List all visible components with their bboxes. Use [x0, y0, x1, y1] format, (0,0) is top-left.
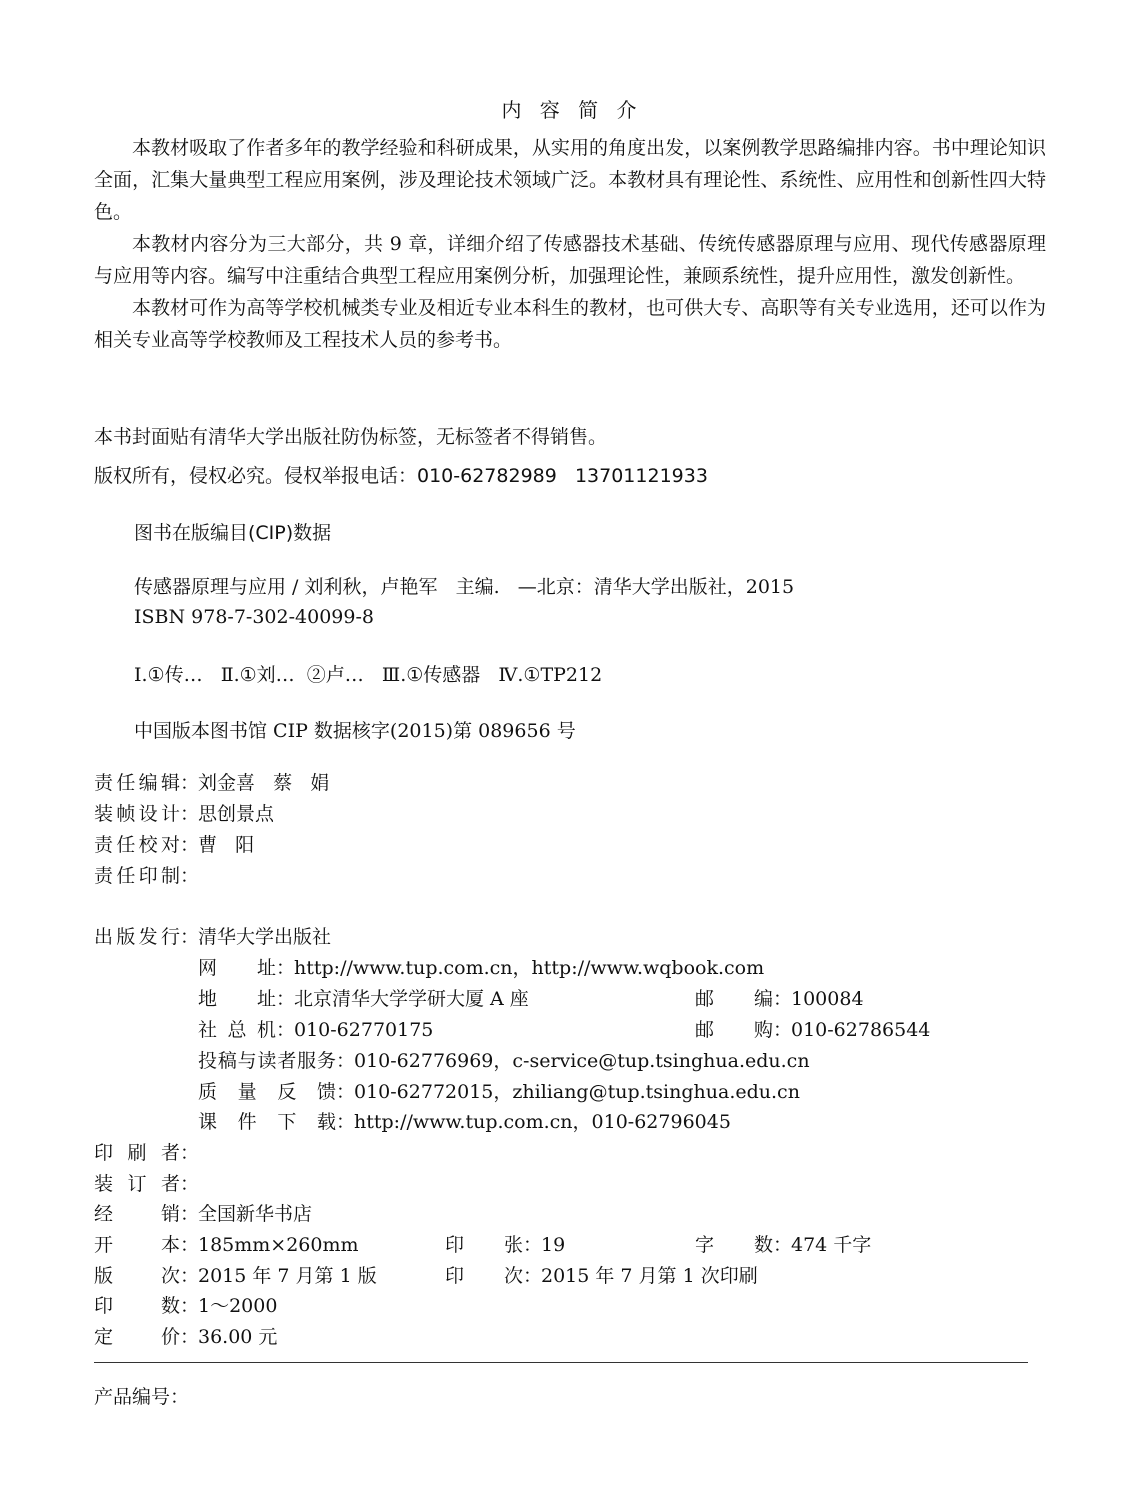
- cip-isbn: ISBN 978-7-302-40099-8: [134, 606, 374, 628]
- address-row: 地 址：北京清华大学学研大厦 A 座: [198, 988, 529, 1010]
- word-count-value: 474 千字: [791, 1234, 872, 1256]
- print-run-row: 印 数：1～2000: [94, 1295, 278, 1317]
- distributor-row: 经 销：全国新华书店: [94, 1203, 313, 1225]
- website-label: 网 址: [198, 957, 276, 979]
- publisher-row: 出版发行：清华大学出版社: [94, 926, 332, 948]
- switchboard-value: 010-62770175: [294, 1019, 434, 1041]
- print-run-label: 印 数: [94, 1295, 180, 1317]
- sheets-value: 19: [541, 1234, 566, 1256]
- design-label: 装帧设计: [94, 803, 180, 825]
- address-value: 北京清华大学学研大厦 A 座: [294, 988, 529, 1010]
- cip-classification: Ⅰ.①传… Ⅱ.①刘… ②卢… Ⅲ.①传感器 Ⅳ.①TP212: [134, 664, 603, 686]
- courseware-value: http://www.tup.com.cn，010-62796045: [354, 1111, 731, 1133]
- proof-row: 责任校对：曹 阳: [94, 834, 255, 856]
- courseware-row: 课 件 下 载：http://www.tup.com.cn，010-62796045: [198, 1111, 731, 1133]
- reader-service-label: 投稿与读者服务: [198, 1050, 336, 1072]
- price-label: 定 价: [94, 1326, 180, 1348]
- intro-paragraph-3: 本教材可作为高等学校机械类专业及相近专业本科生的教材，也可供大专、高职等有关专业选用，还可以作为相关专业高等学校教师及工程技术人员的参考书。: [94, 297, 1046, 351]
- impression-value: 2015 年 7 月第 1 次印刷: [541, 1265, 758, 1287]
- product-code-label: 产品编号: [94, 1386, 171, 1408]
- printer-row: 印 刷 者：: [94, 1142, 200, 1164]
- product-code-row: 产品编号：: [94, 1386, 190, 1408]
- mail-order-label: 邮 购: [695, 1019, 773, 1041]
- address-label: 地 址: [198, 988, 276, 1010]
- proof-value: 曹 阳: [198, 834, 255, 856]
- proof-label: 责任校对: [94, 834, 180, 856]
- reader-service-value: 010-62776969，c-service@tup.tsinghua.edu.cn: [354, 1050, 810, 1072]
- editor-row: 责任编辑：刘金喜 蔡 娟: [94, 772, 330, 794]
- print-supervisor-label: 责任印制: [94, 865, 180, 887]
- format-label: 开 本: [94, 1234, 180, 1256]
- sheets-row: 印 张：19: [445, 1234, 566, 1256]
- editor-label: 责任编辑: [94, 772, 180, 794]
- quality-feedback-value: 010-62772015，zhiliang@tup.tsinghua.edu.cn: [354, 1081, 800, 1103]
- zip-value: 100084: [791, 988, 864, 1010]
- impression-row: 印 次：2015 年 7 月第 1 次印刷: [445, 1265, 758, 1287]
- editor-value: 刘金喜 蔡 娟: [198, 772, 330, 794]
- design-row: 装帧设计：思创景点: [94, 803, 275, 825]
- binder-row: 装 订 者：: [94, 1173, 200, 1195]
- reader-service-row: 投稿与读者服务：010-62776969，c-service@tup.tsinghua.edu.cn: [198, 1050, 810, 1072]
- cip-record-number: 中国版本图书馆 CIP 数据核字(2015)第 089656 号: [134, 720, 576, 742]
- switchboard-label: 社 总 机: [198, 1019, 276, 1041]
- intro-paragraph-2: 本教材内容分为三大部分，共 9 章，详细介绍了传感器技术基础、传统传感器原理与应用、现代传感器原理与应用等内容。编写中注重结合典型工程应用案例分析，加强理论性，兼顾系统性，提升应用性，激发创新性。: [94, 233, 1046, 287]
- page-title: 内 容 简 介: [501, 98, 643, 122]
- word-count-row: 字 数：474 千字: [695, 1234, 872, 1256]
- publisher-label: 出版发行: [94, 926, 180, 948]
- cip-heading: 图书在版编目(CIP)数据: [134, 522, 332, 544]
- price-value: 36.00 元: [198, 1326, 278, 1348]
- format-value: 185mm×260mm: [198, 1234, 359, 1256]
- edition-row: 版 次：2015 年 7 月第 1 版: [94, 1265, 377, 1287]
- format-row: 开 本：185mm×260mm: [94, 1234, 359, 1256]
- divider-line: [94, 1362, 1028, 1363]
- impression-label: 印 次: [445, 1265, 523, 1287]
- printer-label: 印 刷 者: [94, 1142, 180, 1164]
- quality-feedback-label: 质 量 反 馈: [198, 1081, 336, 1103]
- intro-paragraph-1: 本教材吸取了作者多年的教学经验和科研成果，从实用的角度出发，以案例教学思路编排内容。书中理论知识全面，汇集大量典型工程应用案例，涉及理论技术领域广泛。本教材具有理论性、系统性、应用性和创新性四大特色。: [94, 137, 1046, 223]
- word-count-label: 字 数: [695, 1234, 773, 1256]
- switchboard-row: 社 总 机：010-62770175: [198, 1019, 434, 1041]
- print-supervisor-row: 责任印制：: [94, 865, 200, 887]
- print-run-value: 1～2000: [198, 1295, 278, 1317]
- edition-label: 版 次: [94, 1265, 180, 1287]
- copyright-notice: 版权所有，侵权必究。侵权举报电话：010-62782989 13701121933: [94, 465, 708, 487]
- binder-label: 装 订 者: [94, 1173, 180, 1195]
- distributor-label: 经 销: [94, 1203, 180, 1225]
- courseware-label: 课 件 下 载: [198, 1111, 336, 1133]
- zip-row: 邮 编：100084: [695, 988, 864, 1010]
- sheets-label: 印 张: [445, 1234, 523, 1256]
- price-row: 定 价：36.00 元: [94, 1326, 278, 1348]
- distributor-value: 全国新华书店: [198, 1203, 313, 1225]
- anti-counterfeit-notice: 本书封面贴有清华大学出版社防伪标签，无标签者不得销售。: [94, 426, 608, 448]
- intro-section: [94, 132, 1046, 356]
- quality-feedback-row: 质 量 反 馈：010-62772015，zhiliang@tup.tsinghua.edu.cn: [198, 1081, 800, 1103]
- mail-order-value: 010-62786544: [791, 1019, 931, 1041]
- publisher-value: 清华大学出版社: [198, 926, 332, 948]
- zip-label: 邮 编: [695, 988, 773, 1010]
- website-value: http://www.tup.com.cn，http://www.wqbook.com: [294, 957, 765, 979]
- mail-order-row: 邮 购：010-62786544: [695, 1019, 931, 1041]
- cip-title-line: 传感器原理与应用 / 刘利秋，卢艳军 主编. —北京：清华大学出版社，2015: [134, 576, 795, 598]
- design-value: 思创景点: [198, 803, 275, 825]
- website-row: 网 址：http://www.tup.com.cn，http://www.wqbook.com: [198, 957, 765, 979]
- edition-value: 2015 年 7 月第 1 版: [198, 1265, 377, 1287]
